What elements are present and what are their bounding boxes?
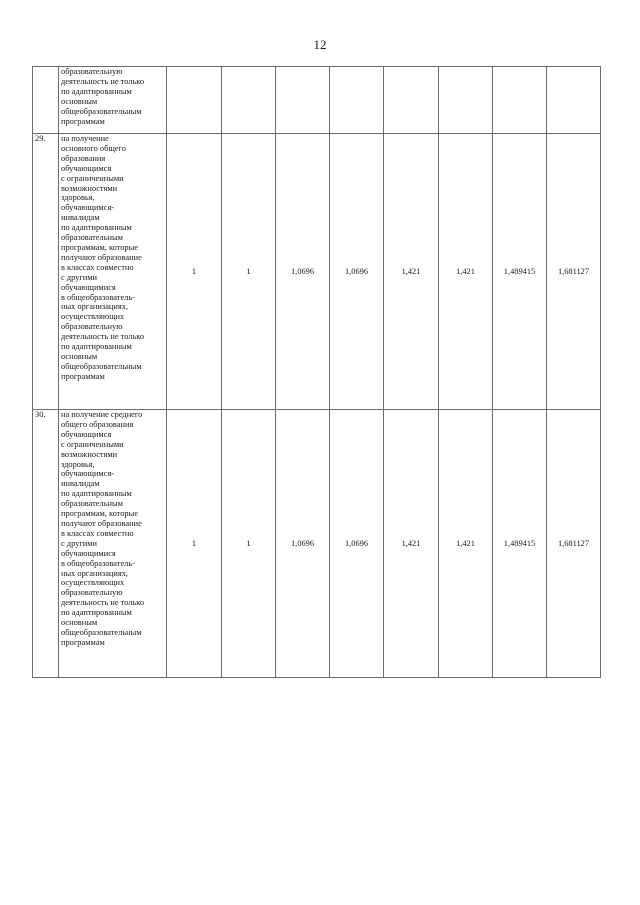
description-line: с ограниченными xyxy=(61,439,124,449)
description-line: программам xyxy=(61,371,105,381)
value-cell xyxy=(547,67,601,134)
value-cell: 1,0696 xyxy=(276,134,330,410)
description-line: образовательную xyxy=(61,322,123,332)
description-line: получают образование xyxy=(61,252,142,262)
value-cell xyxy=(276,67,330,134)
description-line: в классах совместно xyxy=(61,262,134,272)
description-line: на получение среднего xyxy=(61,410,143,419)
value-cell: 1 xyxy=(222,410,276,678)
description-line: программам xyxy=(61,116,105,126)
row-number-cell xyxy=(33,67,59,134)
description-line: обучающимися xyxy=(61,282,116,292)
description-line: образовательную xyxy=(61,588,123,598)
description-line: с ограниченными xyxy=(61,173,124,183)
row-number-cell: 29. xyxy=(33,134,59,410)
value-cell: 1 xyxy=(222,134,276,410)
description-line: инвалидам xyxy=(61,479,100,489)
description-line: образовательным xyxy=(61,499,123,509)
value-cell: 1 xyxy=(167,410,222,678)
description-line: здоровья, xyxy=(61,193,95,203)
value-cell: 1,0696 xyxy=(330,410,384,678)
value-cell xyxy=(167,67,222,134)
description-line: по адаптированным xyxy=(61,489,132,499)
value-cell: 1,421 xyxy=(384,410,439,678)
description-line: обучающимся- xyxy=(61,203,115,213)
description-line: в общеобразователь- xyxy=(61,558,135,568)
description-line: деятельность не только xyxy=(61,598,145,608)
description-line: по адаптированным xyxy=(61,86,132,96)
value-cell xyxy=(493,67,547,134)
value-cell: 1,0696 xyxy=(330,134,384,410)
description-line: в общеобразователь- xyxy=(61,292,135,302)
table-row xyxy=(33,67,601,134)
description-line: на получение xyxy=(61,134,109,143)
description-line: программам xyxy=(61,637,105,647)
description-line: общеобразовательным xyxy=(61,361,142,371)
description-cell xyxy=(59,134,167,410)
description-line: по адаптированным xyxy=(61,608,132,618)
description-line: осуществляющих xyxy=(61,312,125,322)
description-line: основным xyxy=(61,351,98,361)
description-line: общеобразовательным xyxy=(61,106,142,116)
description-line: деятельность не только xyxy=(61,76,145,86)
description-line: в классах совместно xyxy=(61,528,134,538)
value-cell: 1,0696 xyxy=(276,410,330,678)
description-line: обучающимся- xyxy=(61,469,115,479)
description-line: обучающимся xyxy=(61,163,112,173)
description-line: здоровья, xyxy=(61,459,95,469)
description-line: программам, которые xyxy=(61,509,138,519)
value-cell xyxy=(384,67,439,134)
coefficients-table xyxy=(32,66,601,678)
description-line: основным xyxy=(61,618,98,628)
value-cell xyxy=(330,67,384,134)
value-cell xyxy=(439,67,493,134)
value-cell xyxy=(222,67,276,134)
description-line: образовательную xyxy=(61,67,123,76)
description-cell xyxy=(59,410,167,678)
description-line: программам, которые xyxy=(61,242,138,252)
description-line: осуществляющих xyxy=(61,578,125,588)
description-line: общего образования xyxy=(61,419,134,429)
value-cell: 1,489415 xyxy=(493,410,547,678)
description-line: возможностями xyxy=(61,449,118,459)
value-cell: 1,681127 xyxy=(547,134,601,410)
description-line: инвалидам xyxy=(61,213,100,223)
description-line: образования xyxy=(61,153,106,163)
value-cell: 1,421 xyxy=(439,410,493,678)
description-line: с другими xyxy=(61,272,98,282)
value-cell: 1,421 xyxy=(439,134,493,410)
description-line: общеобразовательным xyxy=(61,627,142,637)
value-cell: 1,681127 xyxy=(547,410,601,678)
description-line: деятельность не только xyxy=(61,332,145,342)
description-cell xyxy=(59,67,167,134)
page-number: 12 xyxy=(313,37,327,52)
value-cell: 1,421 xyxy=(384,134,439,410)
description-line: получают образование xyxy=(61,518,142,528)
description-line: ных организациях, xyxy=(61,568,129,578)
description-line: возможностями xyxy=(61,183,118,193)
row-number-cell: 30. xyxy=(33,410,59,678)
description-line: по адаптированным xyxy=(61,342,132,352)
value-cell: 1,489415 xyxy=(493,134,547,410)
description-line: с другими xyxy=(61,538,98,548)
value-cell: 1 xyxy=(167,134,222,410)
description-line: по адаптированным xyxy=(61,223,132,233)
description-line: основного общего xyxy=(61,143,126,153)
description-line: обучающимися xyxy=(61,548,116,558)
description-line: основным xyxy=(61,96,98,106)
description-line: обучающимся xyxy=(61,429,112,439)
description-line: образовательным xyxy=(61,233,123,243)
description-line: ных организациях, xyxy=(61,302,129,312)
table-row xyxy=(33,410,601,678)
table-row xyxy=(33,134,601,410)
